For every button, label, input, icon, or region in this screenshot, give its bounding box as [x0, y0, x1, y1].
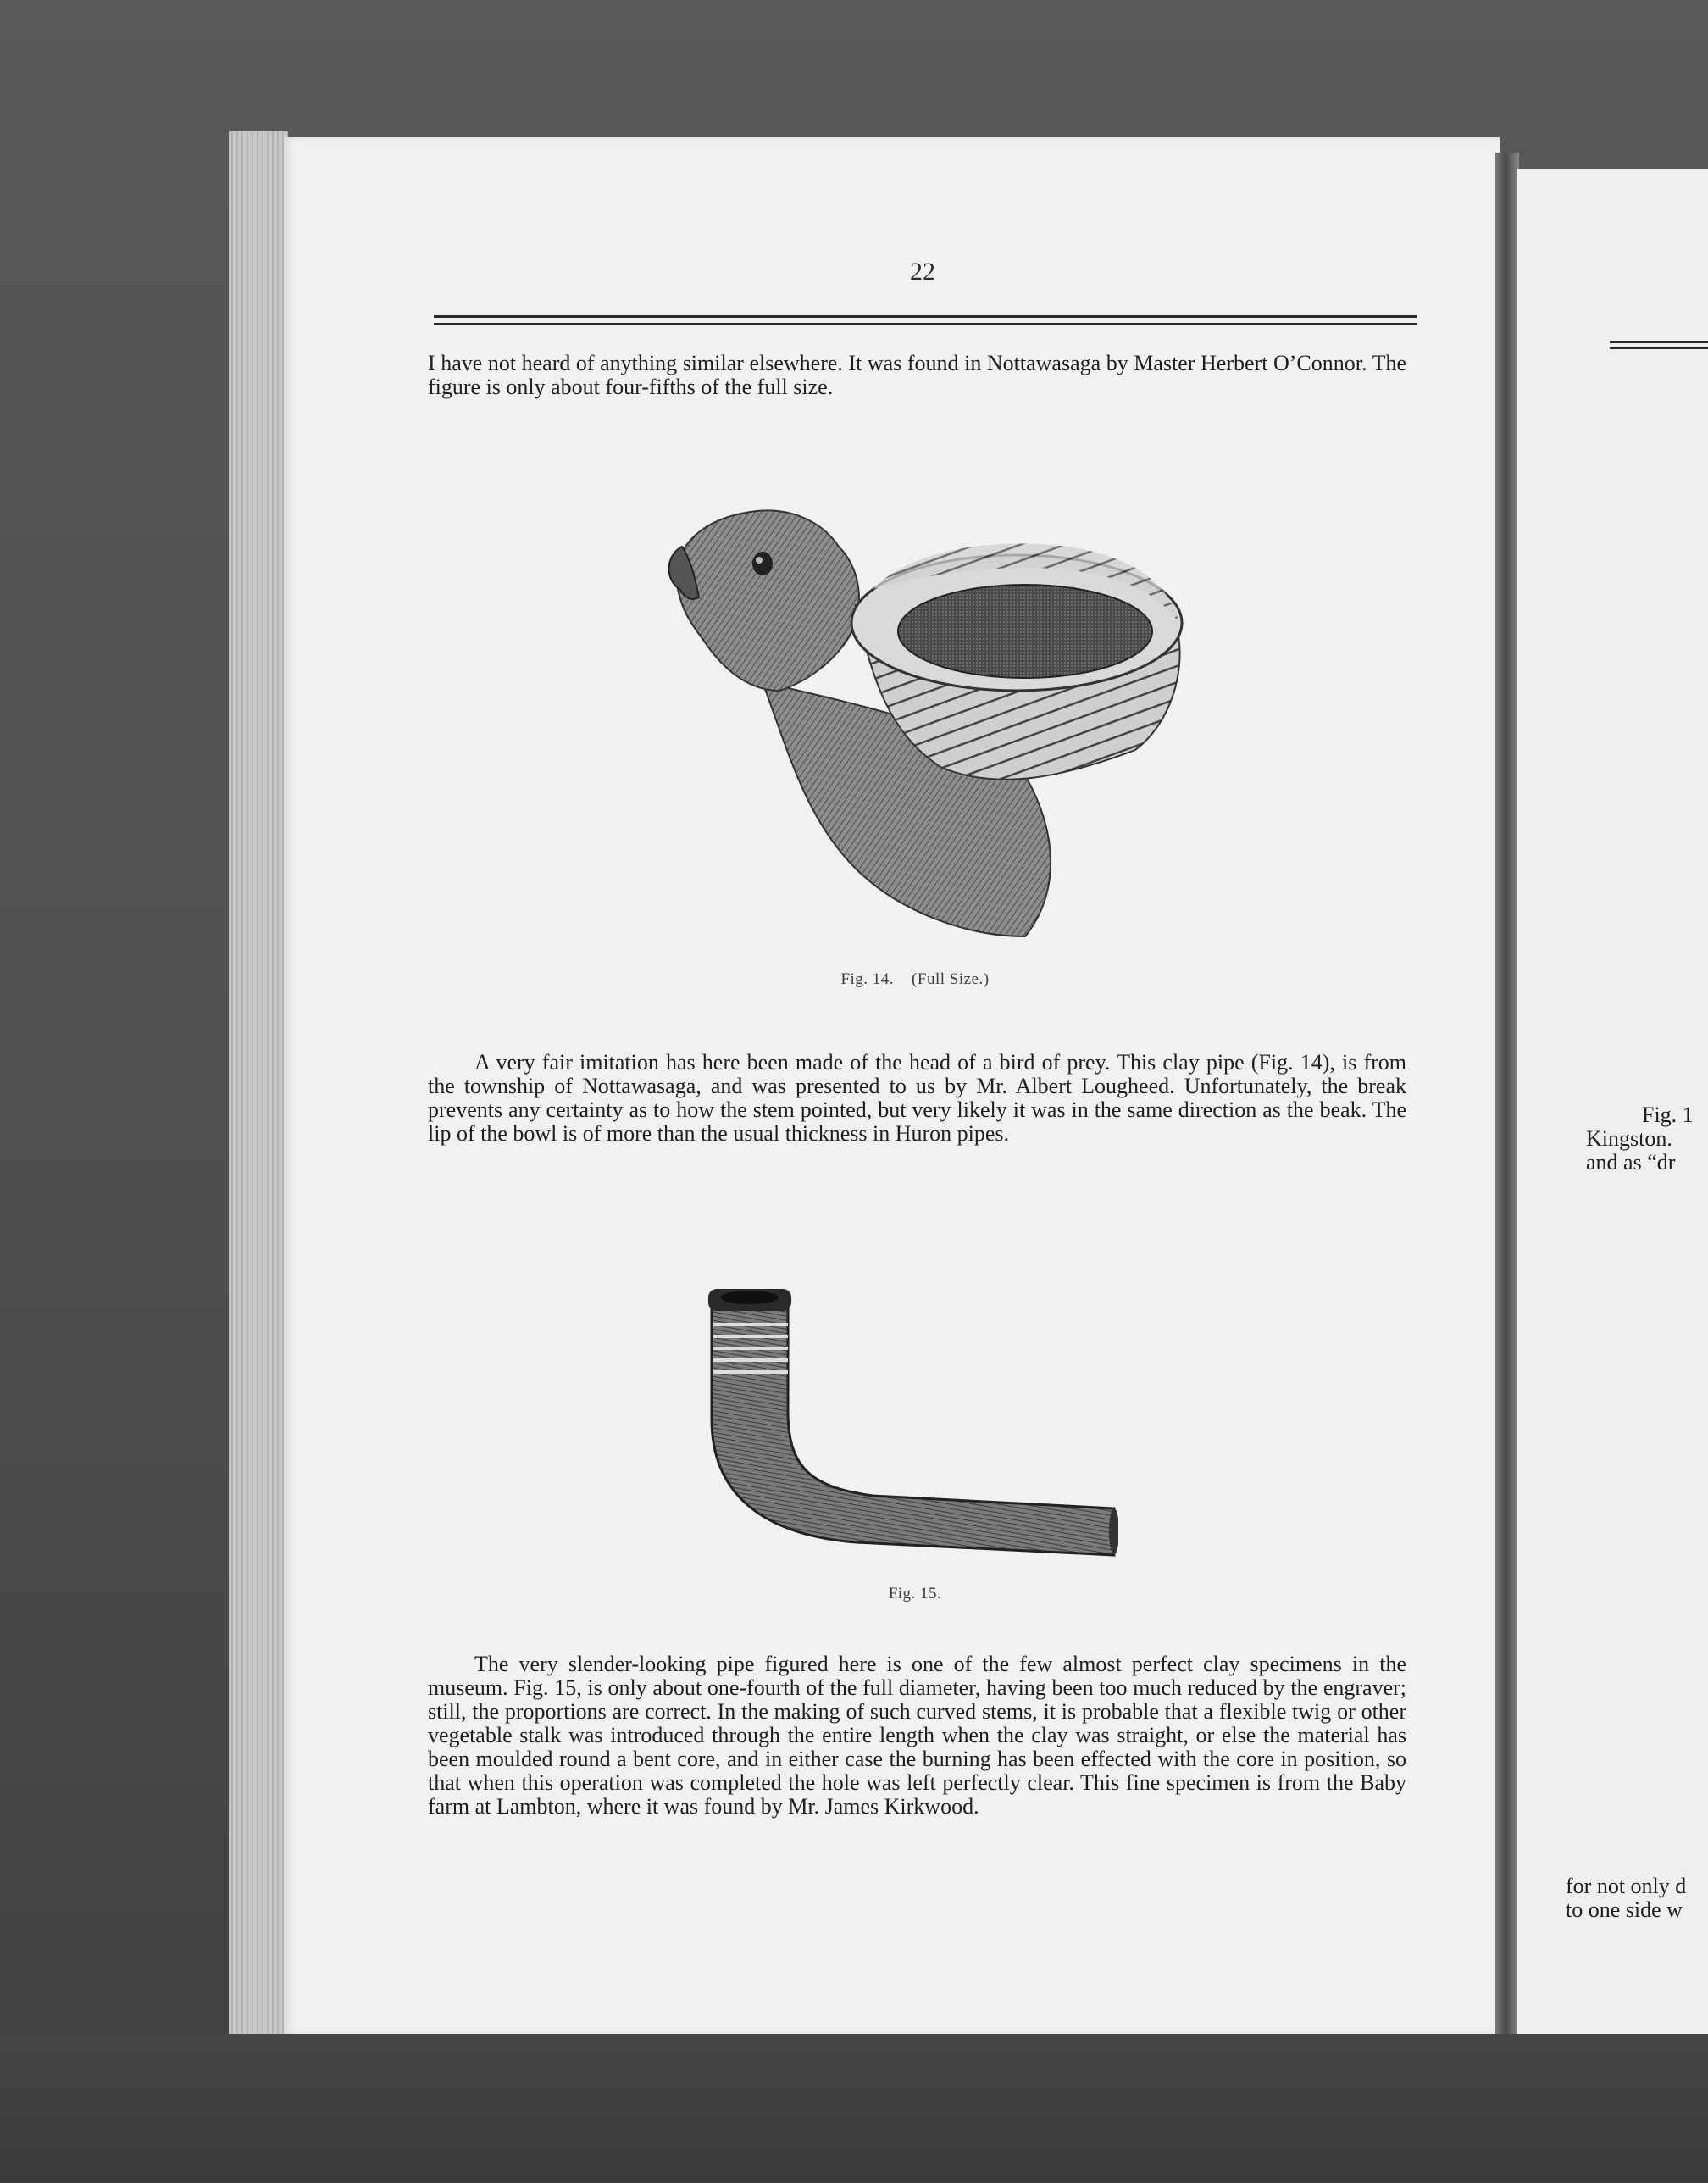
paragraph-bird-pipe-text: A very fair imitation has here been made of the head of a bird of prey. This clay pipe (Fig. 14), is from the township of Nottawasaga, and was presented to us by Mr. Albert Lougheed. Unfortunately, the break prevents any certainty as to how the stem pointed, but very likely it was in the same direction as the beak. The lip of the bowl is of more than the usual thickness in Huron pipes. — [428, 1050, 1406, 1146]
right-page-header-rule-2 — [1610, 347, 1708, 349]
paragraph-slender-pipe — [428, 1653, 1406, 1819]
right-page-fragment-3: and as “dr — [1586, 1151, 1676, 1175]
header-rule-bottom — [434, 323, 1417, 325]
right-page-fragment-2: Kingston. — [1586, 1127, 1672, 1151]
paragraph-slender-pipe-text: The very slender-looking pipe figured here is one of the few almost perfect clay specimens in the museum. Fig. 15, is only about one-fourth of the full diameter, having been too much reduced by the engraver; still, the proportions are correct. In the making of such curved stems, it is probable that a flexible twig or other vegetable stalk was introduced through the entire length when the clay was straight, or else the material has been moulded round a bent core, and in either case the burning has been effected with the core in position, so that when this operation was completed the hole was left perfectly clear. This fine specimen is from the Baby farm at Lambton, where it was found by Mr. James Kirkwood. — [428, 1652, 1406, 1819]
scan-bottom-edge — [0, 2034, 1708, 2183]
paragraph-intro — [428, 352, 1406, 399]
paragraph-bird-pipe — [428, 1051, 1406, 1146]
page-edges — [229, 131, 288, 2034]
header-rule-top — [434, 315, 1417, 318]
right-page-fragment-4: for not only d — [1566, 1875, 1687, 1898]
fig14-bird-pipe-illustration — [661, 496, 1212, 945]
fig15-caption: Fig. 15. — [888, 1585, 942, 1603]
page-number: 22 — [910, 258, 935, 286]
fig14-caption: Fig. 14. (Full Size.) — [840, 970, 990, 988]
fig15-curved-pipe-illustration — [703, 1284, 1118, 1564]
book-gutter — [1495, 153, 1519, 2051]
right-page-fragment-1: Fig. 1 — [1642, 1103, 1694, 1127]
right-page-fragment-5: to one side w — [1566, 1898, 1683, 1922]
right-page-header-rule — [1610, 341, 1708, 343]
paragraph-intro-text: I have not heard of anything similar elsewhere. It was found in Nottawasaga by Master Herbert O’Connor. The figure is only about four-fifths of the full size. — [428, 351, 1406, 399]
